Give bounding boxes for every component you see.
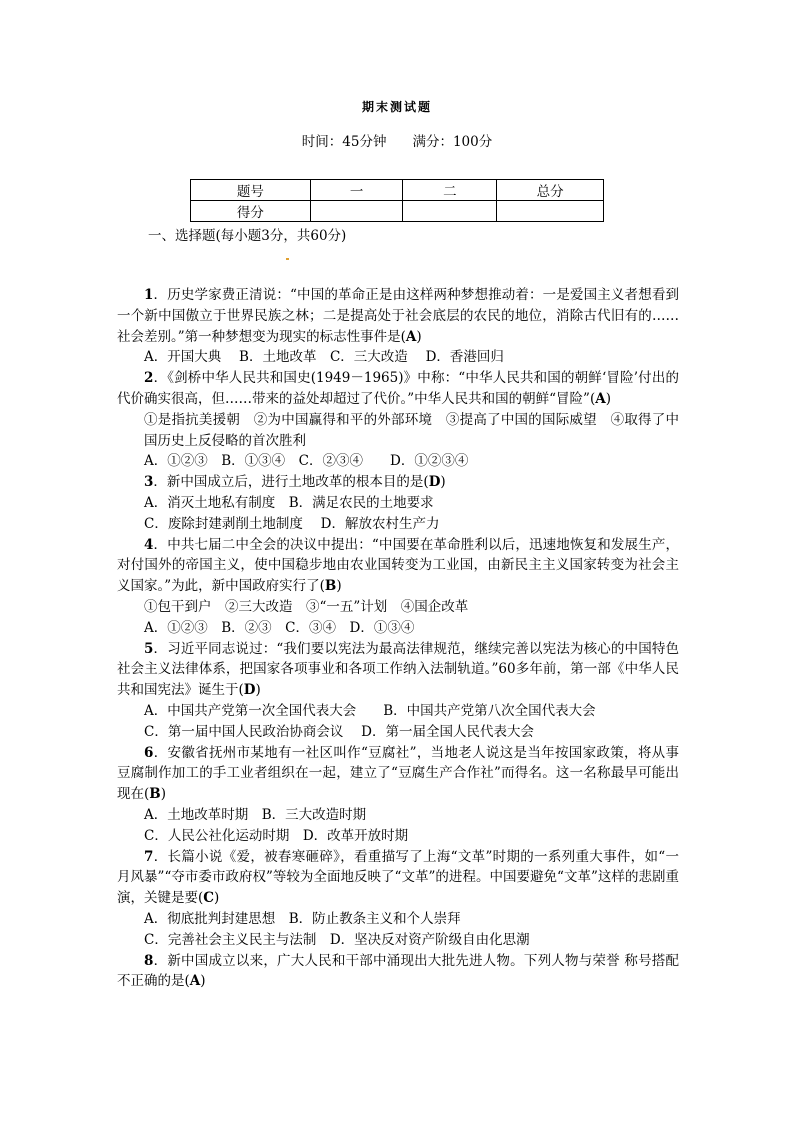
score-table-cell <box>310 201 403 222</box>
answer-close-paren: ) <box>440 474 446 491</box>
question-stem <box>117 743 679 805</box>
answer-letter: A <box>405 328 417 345</box>
question-option-line: ①包干到户 ②三大改造 ③“一五”计划 ④国企改革 <box>144 598 469 615</box>
question-option-line: C．第一届中国人民政治协商会议 D．第一届全国人民代表大会 <box>144 723 534 740</box>
score-table-cell: 一 <box>310 180 403 201</box>
score-table-score-row <box>191 201 604 222</box>
answer-close-paren: ) <box>336 578 342 595</box>
question-option-line: A．中国共产党第一次全国代表大会 B．中国共产党第八次全国代表大会 <box>144 702 596 719</box>
question-option-line: ①是指抗美援朝 ②为中国赢得和平的外部环境 ③提高了中国的国际威望 ④取得了中国历史上反侵略的首次胜利 <box>144 411 679 449</box>
time-limit: 时间：45分钟 <box>301 134 387 150</box>
question-number: 8 <box>144 952 154 969</box>
question-stem <box>117 639 679 701</box>
score-table-cell <box>497 201 604 222</box>
question-option-line: A．①②③ B．②③ C．③④ D．①③④ <box>144 619 415 636</box>
question-number: 6 <box>144 744 154 761</box>
question-option-line: C．完善社会主义民主与法制 D．坚决反对资产阶级自由化思潮 <box>144 931 530 948</box>
question-number: 5 <box>144 640 154 657</box>
exam-title: 期末测试题 <box>361 100 432 114</box>
answer-close-paren: ) <box>160 786 166 803</box>
question-list <box>117 285 679 992</box>
question-text: ．新中国成立以来，广大人民和干部中涌现出大批先进人物。下列人物与荣誉 称号搭配不正确的是( <box>117 952 679 990</box>
score-table-cell: 题号 <box>191 180 311 201</box>
stray-mark <box>286 258 289 260</box>
score-table-cell: 总分 <box>497 180 604 201</box>
question-text: ．新中国成立后，进行土地改革的根本目的是( <box>153 474 429 491</box>
question-option-line: A．①②③ B．①③④ C．②③④ D．①②③④ <box>144 453 469 470</box>
answer-letter: A <box>189 973 201 990</box>
question-text: ．《剑桥中华人民共和国史(1949－1965)》中称：“中华人民共和国的朝鲜‘冒险’付出的代价确实很高，但……带来的益处却超过了代价。”中华人民共和国的朝鲜“冒险”( <box>117 370 679 407</box>
score-table-header-row <box>191 180 604 201</box>
question-stem <box>117 951 679 993</box>
question-option-line: C．人民公社化运动时期 D．改革开放时期 <box>144 827 409 844</box>
answer-letter: D <box>243 682 256 699</box>
answer-letter: D <box>428 474 441 491</box>
answer-letter: A <box>595 390 606 407</box>
question-option-line: A．彻底批判封建思想 B．防止教条主义和个人崇拜 <box>144 910 461 927</box>
score-table-cell: 二 <box>403 180 497 201</box>
question-number: 4 <box>144 536 154 553</box>
answer-close-paren: ) <box>416 328 422 345</box>
question-number: 2 <box>144 370 154 387</box>
answer-close-paren: ) <box>255 682 261 699</box>
full-score: 满分：100分 <box>412 134 493 150</box>
question-text: ．历史学家费正清说：“中国的革命正是由这样两种梦想推动着：一是爱国主义者想看到一个新中国傲立于世界民族之林；二是提高处于社会底层的农民的地位，消除古代旧有的……社会差别。”第一种梦想变为现实的标志性事件是( <box>117 287 679 345</box>
answer-letter: B <box>149 786 161 803</box>
score-table-cell <box>403 201 497 222</box>
section-heading: 一、选择题(每小题3分，共60分) <box>148 228 347 244</box>
answer-close-paren: ) <box>214 890 220 907</box>
question-stem <box>117 472 679 493</box>
question-number: 1 <box>144 287 154 303</box>
question-stem <box>117 285 679 347</box>
question-option-line: A．土地改革时期 B．三大改造时期 <box>144 806 367 823</box>
question-text: ．中共七届二中全会的决议中提出：“中国要在革命胜利以后，迅速地恢复和发展生产，对付国外的帝国主义，使中国稳步地由农业国转变为工业国，由新民主主义国家转变为社会主义国家。”为此，新中国政府实行了( <box>117 536 679 595</box>
question-number: 7 <box>144 848 154 865</box>
question-option-line: C．废除封建剥削土地制度 D．解放农村生产力 <box>144 515 440 532</box>
question-text: ．安徽省抚州市某地有一社区叫作“豆腐社”，当地老人说这是当年按国家政策，将从事豆腐制作加工的手工业者组织在一起，建立了“豆腐生产合作社”而得名。这一名称最早可能出现在( <box>117 744 679 803</box>
question-text: ．习近平同志说过：“我们要以宪法为最高法律规范，继续完善以宪法为核心的中国特色社会主义法律体系，把国家各项事业和各项工作纳入法制轨道。”60多年前，第一部《中华人民共和国宪法》诞生于( <box>117 640 679 699</box>
question-stem <box>117 368 679 410</box>
exam-info <box>0 130 794 150</box>
question-text: ．长篇小说《爱，被春寒砸碎》，看重描写了上海“文革”时期的一系列重大事件，如“一月风暴”“夺市委市政府权”等较为全面地反映了“文革”的进程。中国要避免“文革”这样的悲剧重演，关键是要( <box>117 848 679 907</box>
question-stem <box>117 847 679 909</box>
score-table-cell: 得分 <box>191 201 311 222</box>
answer-close-paren: ) <box>605 390 611 407</box>
question-number: 3 <box>144 474 154 491</box>
question-option-line: A．消灭土地私有制度 B．满足农民的土地要求 <box>144 494 434 511</box>
answer-letter: B <box>324 578 337 595</box>
answer-letter: C <box>203 890 215 907</box>
answer-close-paren: ) <box>200 973 206 990</box>
question-stem <box>117 535 679 597</box>
question-option-line: A．开国大典 B．土地改革 C．三大改造 D．香港回归 <box>144 349 504 366</box>
score-table <box>190 179 604 222</box>
